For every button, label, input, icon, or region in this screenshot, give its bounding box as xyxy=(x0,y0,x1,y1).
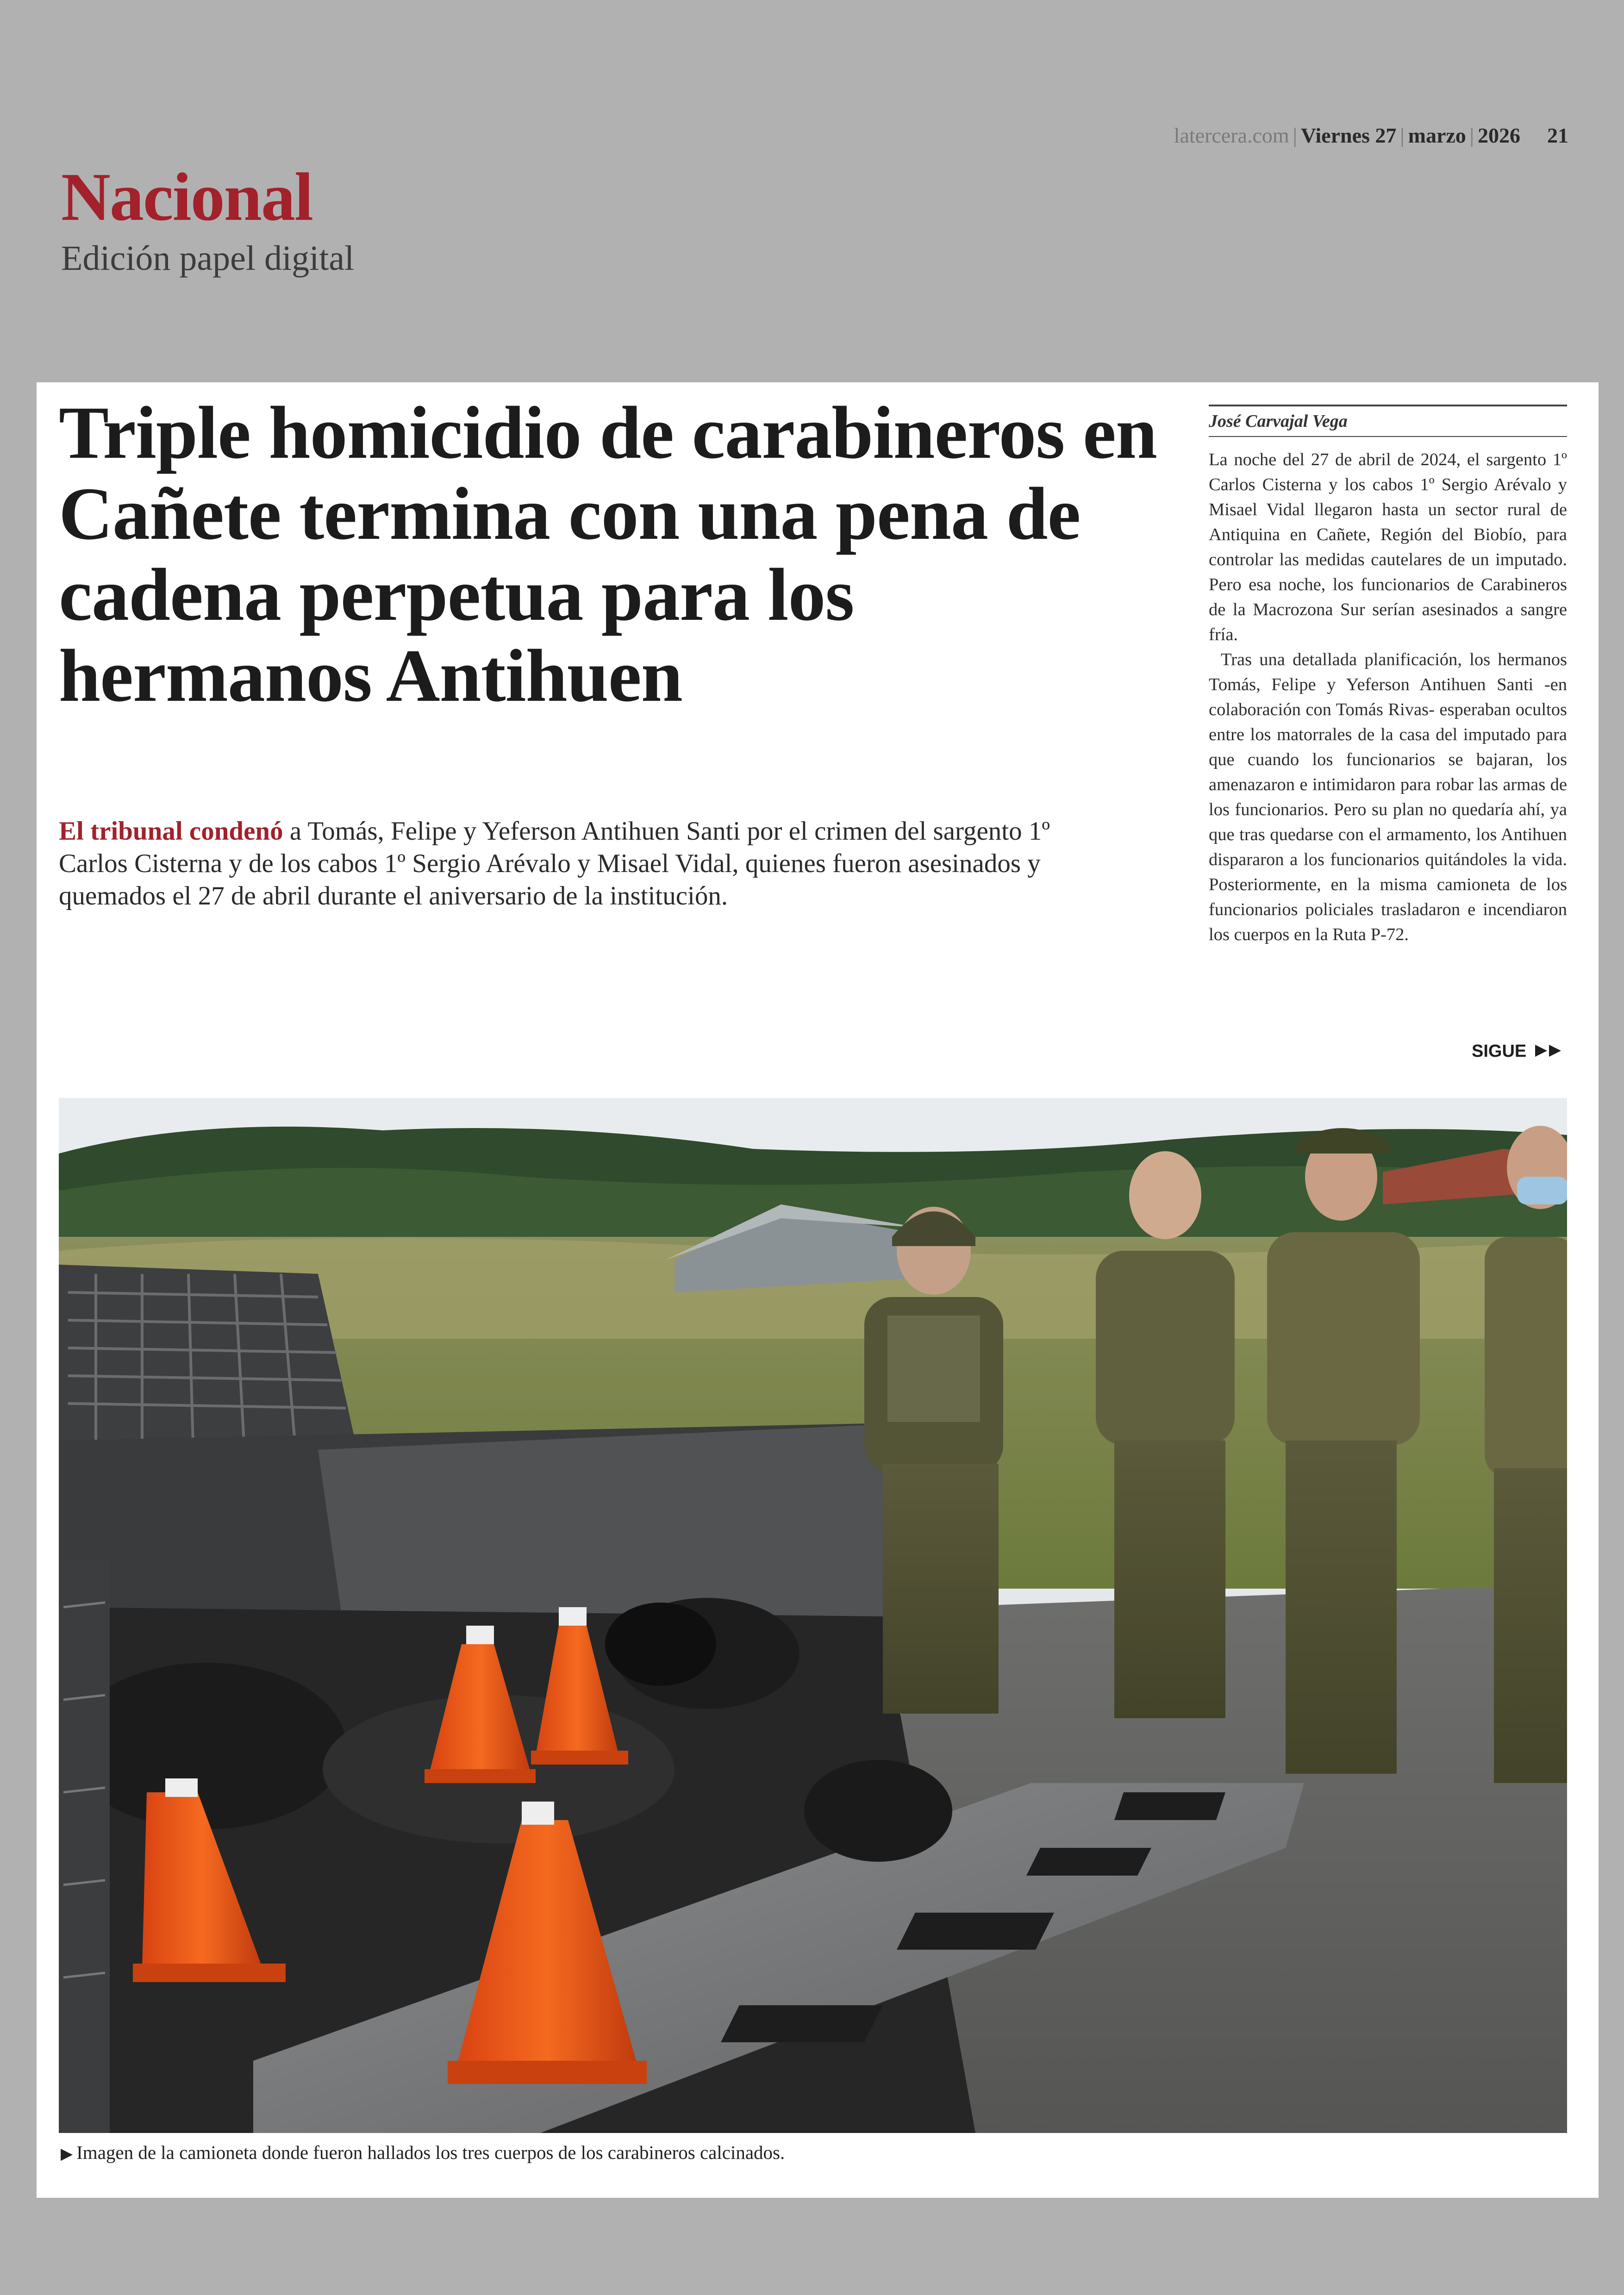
right-triangle-icon: ▶ xyxy=(61,2145,73,2163)
article-photo xyxy=(59,1098,1567,2133)
continue-label: SIGUE xyxy=(1472,1041,1527,1061)
separator: | xyxy=(1400,124,1405,147)
caption-text: Imagen de la camioneta donde fueron hallados los tres cuerpos de los carabineros calcinados. xyxy=(76,2142,785,2163)
section-title: Nacional xyxy=(61,159,313,235)
photo-caption xyxy=(61,2141,1542,2164)
article-sheet xyxy=(37,382,1599,2198)
article-headline: Triple homicidio de carabineros en Cañete termina con una pena de cadena perpetua para los hermanos Antihuen xyxy=(59,392,1157,717)
edition-subtitle: Edición papel digital xyxy=(61,239,355,278)
author-byline: José Carvajal Vega xyxy=(1209,405,1567,437)
lead-text: a Tomás, Felipe y Yeferson Antihuen Santi por el crimen del sargento 1º Carlos Cisterna y de los cabos 1º Sergio Arévalo y Misael Vidal, quienes fueron asesinados y quemados el 27 de abril durante el aniversario de la institución. xyxy=(59,817,1050,911)
separator: | xyxy=(1469,124,1474,147)
double-right-triangle-icon xyxy=(1534,1043,1564,1059)
body-paragraph: La noche del 27 de abril de 2024, el sargento 1º Carlos Cisterna y los cabos 1º Sergio Arévalo y Misael Vidal llegaron hasta un sector rural de Antiquina en Cañete, Región del Biobío, para controlar las medidas cautelares de un imputado. Pero esa noche, los funcionarios de Carabineros de la Macrozona Sur serían asesinados a sangre fría. xyxy=(1209,450,1567,644)
issue-month: marzo xyxy=(1408,124,1466,147)
site-name[interactable]: latercera.com xyxy=(1174,124,1289,147)
page-header-line xyxy=(1174,123,1568,148)
continue-button[interactable] xyxy=(1472,1041,1564,1061)
burned-truck-photo xyxy=(59,1098,1567,2133)
body-paragraph: Tras una detallada planificación, los hermanos Tomás, Felipe y Yeferson Antihuen Santi -en colaboración con Tomás Rivas- esperaban ocultos entre los matorrales de la casa del imputado para que cuando los funcionarios se bajaran, los amenazaron e intimidaron para robar las armas de los funcionarios. Pero su plan no quedaría ahí, ya que tras quedarse con el armamento, los Antihuen dispararon a los funcionarios quitándoles la vida. Posteriormente, en la misma camioneta de los funcionarios policiales trasladaron e incendiaron los cuerpos en la Ruta P-72. xyxy=(1209,650,1567,944)
lead-kicker: El tribunal condenó xyxy=(59,817,283,846)
article-lead xyxy=(59,815,1096,912)
page-number: 21 xyxy=(1547,124,1568,147)
issue-day: Viernes 27 xyxy=(1300,124,1397,147)
issue-year: 2026 xyxy=(1478,124,1520,147)
separator: | xyxy=(1293,124,1297,147)
article-body xyxy=(1209,447,1567,947)
